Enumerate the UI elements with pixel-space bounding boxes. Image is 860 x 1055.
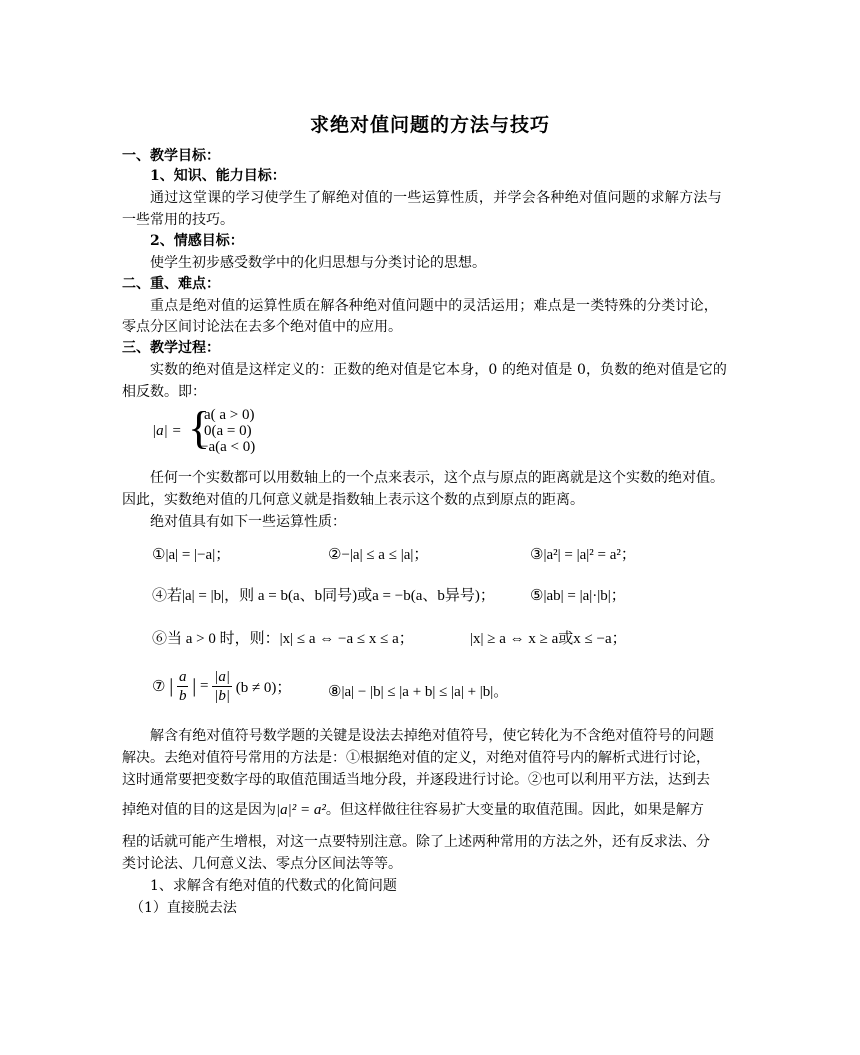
paragraph-methods-line3: 这时通常要把变数字母的取值范围适当地分段，并逐段进行讨论。②也可以利用平方法，达到去 xyxy=(122,772,710,788)
property-1: ①|a| = |−a|； xyxy=(152,547,231,563)
property-8: ⑧|a| − |b| ≤ |a + b| ≤ |a| + |b|。 xyxy=(328,684,509,700)
methods-line4-prefix: 掉绝对值的目的这是因为 xyxy=(122,802,276,818)
paragraph-definition-line1: 实数的绝对值是这样定义的：正数的绝对值是它本身，0 的绝对值是 0，负数的绝对值是它的 xyxy=(150,362,728,378)
formula-case-negative: −a(a < 0) xyxy=(200,439,256,455)
paragraph-key-line1: 重点是绝对值的运算性质在解各种绝对值问题中的灵活运用；难点是一类特殊的分类讨论， xyxy=(150,298,718,314)
brace-icon: { xyxy=(188,402,211,453)
methods-line4-suffix: 。但这样做往往容易扩大变量的取值范围。因此，如果是解方 xyxy=(325,802,704,818)
paragraph-emotion: 使学生初步感受数学中的化归思想与分类讨论的思想。 xyxy=(150,255,486,271)
property-6: ⑥当 a > 0 时，则：|x| ≤ a ⇔ −a ≤ x ≤ a； xyxy=(152,631,414,647)
property-7-condition: (b ≠ 0)； xyxy=(235,680,292,696)
paragraph-methods-line1: 解含有绝对值符号数学题的关键是设法去掉绝对值符号，使它转化为不含绝对值符号的问题 xyxy=(150,728,714,744)
paragraph-methods-line5: 程的话就可能产生增根，对这一点要特别注意。除了上述两种常用的方法之外，还有反求法、分 xyxy=(122,834,710,850)
heading-teaching-goals: 一、教学目标： xyxy=(122,148,220,164)
property-6-part2: |x| ≥ a ⇔ x ≥ a或x ≤ −a； xyxy=(470,631,627,647)
property-7-left-fraction xyxy=(177,668,189,705)
subsection-simplification: 1、求解含有绝对值的代数式的化简问题 xyxy=(150,878,397,894)
paragraph-methods-line6: 类讨论法、几何意义法、零点分区间法等等。 xyxy=(122,856,402,872)
left-numerator: a xyxy=(178,669,187,685)
property-3: ③|a²| = |a|² = a²； xyxy=(530,547,636,563)
paragraph-key-line2: 零点分区间讨论法在去多个绝对值中的应用。 xyxy=(122,319,402,335)
left-denominator: b xyxy=(178,688,187,704)
methods-line4-formula: |a|² = a² xyxy=(276,802,326,818)
page-title: 求绝对值问题的方法与技巧 xyxy=(309,114,550,136)
heading-teaching-process: 三、教学过程： xyxy=(122,340,220,356)
right-denominator: |b| xyxy=(214,688,230,704)
paragraph-geometry-line2: 因此，实数绝对值的几何意义就是指数轴上表示这个数的点到原点的距离。 xyxy=(122,492,584,508)
subsection-direct-removal: （1）直接脱去法 xyxy=(130,900,237,916)
subheading-emotion-goals: 2、情感目标： xyxy=(150,233,244,249)
paragraph-knowledge-line1: 通过这堂课的学习使学生了解绝对值的一些运算性质，并学会各种绝对值问题的求解方法与 xyxy=(150,190,722,206)
paragraph-methods-line2: 解决。去绝对值符号常用的方法是：①根据绝对值的定义，对绝对值符号内的解析式进行讨论， xyxy=(122,750,710,766)
paragraph-geometry-line1: 任何一个实数都可以用数轴上的一个点来表示，这个点与原点的距离就是这个实数的绝对值。 xyxy=(150,470,724,486)
property-7-prefix: ⑦ xyxy=(152,679,166,695)
subheading-knowledge-goals: 1、知识、能力目标： xyxy=(150,168,286,184)
property-7: ⑦ | $\frac{a}{b}$ | = $\frac{|a|}{|b|}$ (b ≠ 0)； xyxy=(152,669,292,704)
property-4: ④若|a| = |b|，则 a = b(a、b同号)或a = −b(a、b异号)； xyxy=(152,588,495,604)
formula-case-zero: 0(a = 0) xyxy=(204,423,252,439)
property-5: ⑤|ab| = |a|·|b|； xyxy=(530,588,626,604)
formula-lhs: |a| = xyxy=(152,423,182,439)
property-7-right-fraction xyxy=(212,668,232,705)
paragraph-knowledge-line2: 一些常用的技巧。 xyxy=(122,212,234,228)
property-2: ②−|a| ≤ a ≤ |a|； xyxy=(328,547,429,563)
paragraph-properties-intro: 绝对值具有如下一些运算性质： xyxy=(150,514,346,530)
heading-key-points: 二、重、难点： xyxy=(122,276,220,292)
paragraph-methods-line4 xyxy=(122,800,704,820)
paragraph-definition-line2: 相反数。即： xyxy=(122,384,206,400)
right-numerator: |a| xyxy=(214,669,230,685)
formula-case-positive: a( a > 0) xyxy=(204,407,255,423)
